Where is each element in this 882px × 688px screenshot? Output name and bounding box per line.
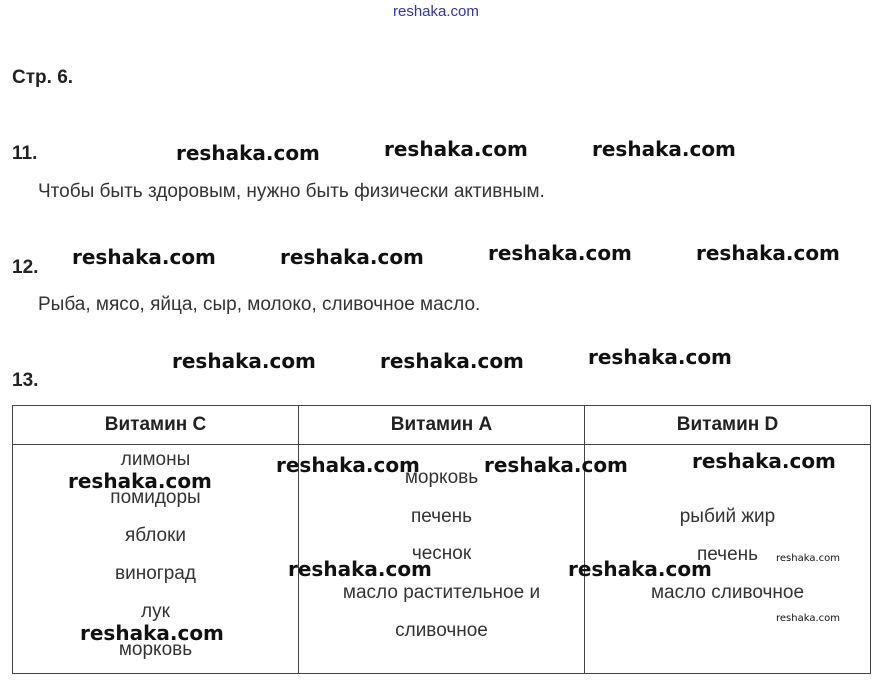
watermark: reshaka.com <box>568 557 712 581</box>
watermark: reshaka.com <box>384 137 528 161</box>
watermark: reshaka.com <box>588 345 732 369</box>
watermark: reshaka.com <box>80 621 224 645</box>
answer-11: Чтобы быть здоровым, нужно быть физически активным. <box>38 181 545 202</box>
watermark-small: reshaka.com <box>776 553 840 564</box>
list-item: морковь <box>404 467 479 488</box>
watermark: reshaka.com <box>280 245 424 269</box>
list-item: масло сливочное <box>650 582 805 603</box>
watermark: reshaka.com <box>692 449 836 473</box>
watermark: reshaka.com <box>172 349 316 373</box>
list-item: рыбий жир <box>679 506 776 527</box>
page-title: Стр. 6. <box>12 67 74 88</box>
list-item: сливочное <box>395 620 488 641</box>
list-item: морковь <box>118 639 193 660</box>
table-header-row <box>13 406 871 445</box>
watermark: reshaka.com <box>696 241 840 265</box>
list-item: масло растительное и <box>342 582 541 603</box>
list-item: печень <box>410 506 473 527</box>
list-item: виноград <box>115 563 196 584</box>
question-number-12: 12. <box>12 257 39 278</box>
watermark: reshaka.com <box>72 245 216 269</box>
list-item: печень <box>696 544 759 565</box>
watermark: reshaka.com <box>488 241 632 265</box>
watermark: reshaka.com <box>176 141 320 165</box>
watermark-small: reshaka.com <box>776 613 840 624</box>
watermark: reshaka.com <box>288 557 432 581</box>
header-vitamin-d: Витамин D <box>585 406 871 445</box>
site-link[interactable]: reshaka.com <box>393 3 479 20</box>
watermark: reshaka.com <box>592 137 736 161</box>
list-item: лимоны <box>120 449 191 470</box>
list-item: яблоки <box>124 525 187 546</box>
watermark: reshaka.com <box>484 453 628 477</box>
header-vitamin-a: Витамин А <box>299 406 585 445</box>
list-item: помидоры <box>110 487 201 508</box>
question-number-13: 13. <box>12 370 39 391</box>
header-vitamin-c: Витамин С <box>13 406 299 445</box>
answer-12: Рыба, мясо, яйца, сыр, молоко, сливочное масло. <box>38 294 481 315</box>
watermark: reshaka.com <box>68 469 212 493</box>
watermark: reshaka.com <box>380 349 524 373</box>
question-number-11: 11. <box>12 143 38 164</box>
list-item: чеснок <box>411 543 472 564</box>
list-item: лук <box>141 601 170 622</box>
watermark: reshaka.com <box>276 453 420 477</box>
